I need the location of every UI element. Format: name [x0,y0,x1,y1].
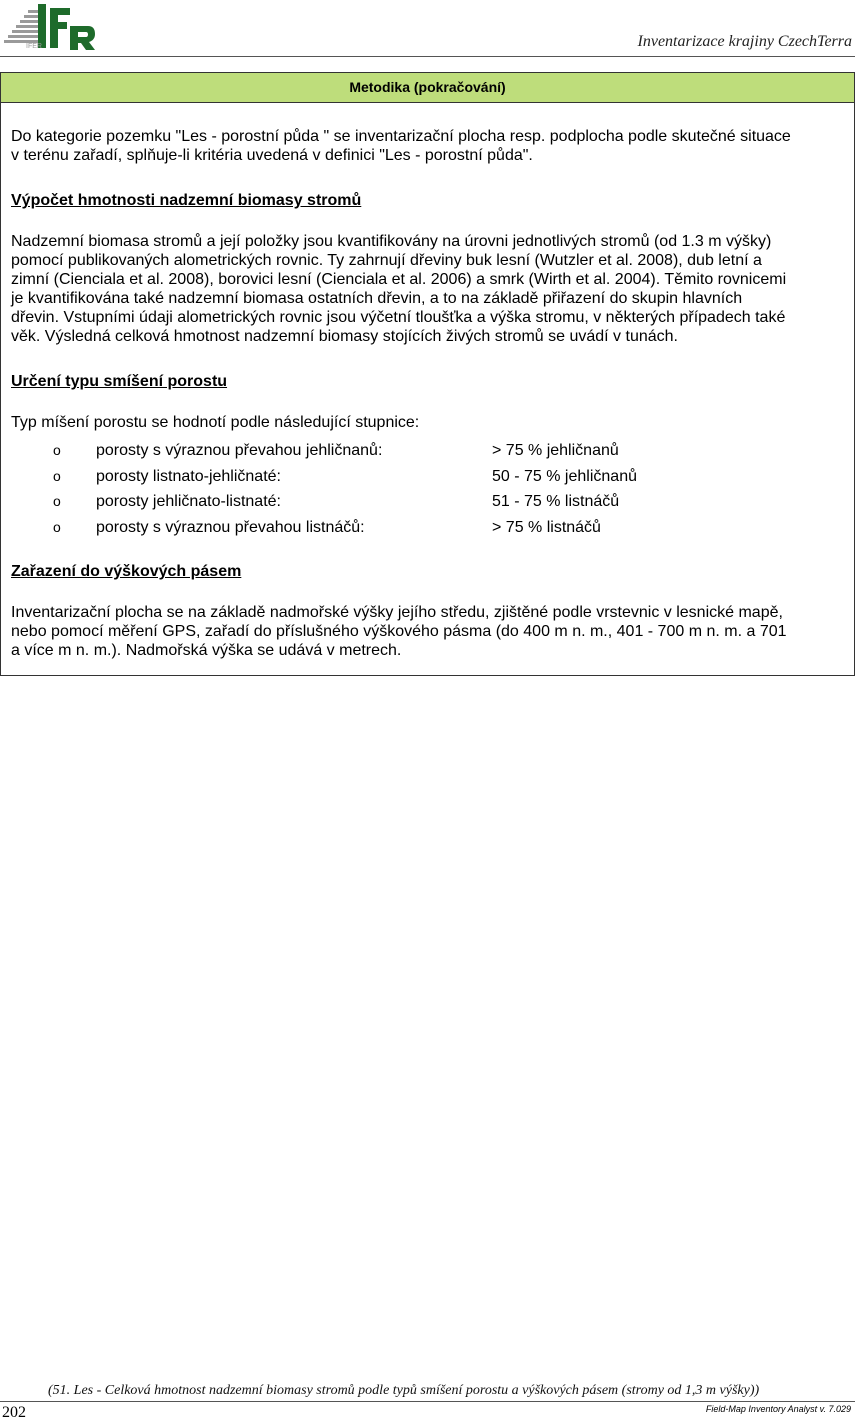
svg-text:IFER: IFER [26,43,42,50]
scale-label: porosty s výraznou převahou jehličnanů: [96,442,383,460]
paragraph-line: věk. Výsledná celková hmotnost nadzemní biomasy stojících živých stromů se uvádí v tunách. [11,328,678,345]
page-number: 202 [2,1404,26,1421]
intro-paragraph [11,127,854,165]
box-title: Metodika (pokračování) [1,73,854,103]
scale-label: porosty listnato-jehličnaté: [96,467,281,485]
ifer-logo [4,2,96,52]
scale-value: 51 - 75 % listnáčů [492,493,620,511]
altitude-paragraph [11,603,854,660]
footer-divider [0,1401,855,1402]
scale-value: > 75 % listnáčů [492,518,601,536]
paragraph-line: dřevin. Vstupními údaji alometrických rovnic jsou výčetní tloušťka a výška stromu, v některých případech také [11,309,786,326]
bullet-circle-icon: o [53,467,61,484]
list-item [11,464,854,490]
paragraph-line: Nadzemní biomasa stromů a její položky jsou kvantifikovány na úrovni jednotlivých stromů (od 1.3 m výšky) [11,233,772,250]
section-heading-mixture: Určení typu smíšení porostu [11,373,228,390]
footer-brand: Field-Map Inventory Analyst v. 7.029 [705,1404,851,1414]
page-header [0,0,855,58]
document-title: Inventarizace krajiny CzechTerra [637,33,852,50]
mixture-intro: Typ míšení porostu se hodnotí podle následující stupnice: [11,414,420,431]
paragraph-line: pomocí publikovaných alometrických rovnic. Ty zahrnují dřeviny buk lesní (Wutzler et al. 2008), dub letní a [11,252,762,269]
biomass-paragraph [11,232,854,346]
box-content [1,103,854,660]
mixture-scale-list [11,438,854,540]
scale-label: porosty s výraznou převahou listnáčů: [96,518,365,536]
paragraph-line: Inventarizační plocha se na základě nadmořské výšky jejího středu, zjištěné podle vrstevnic v lesnické mapě, [11,604,783,621]
paragraph-line: je kvantifikována také nadzemní biomasa ostatních dřevin, a to na základě přiřazení do skupin hlavních [11,290,743,307]
list-item [11,515,854,541]
bullet-circle-icon: o [53,493,61,510]
list-item [11,489,854,515]
methodology-box [0,72,855,676]
section-heading-biomass: Výpočet hmotnosti nadzemní biomasy stromů [11,192,362,209]
scale-label: porosty jehličnato-listnaté: [96,493,281,511]
intro-line: v terénu zařadí, splňuje-li kritéria uvedená v definici "Les - porostní půda". [11,147,533,164]
scale-value: 50 - 75 % jehličnanů [492,467,637,485]
intro-line: Do kategorie pozemku "Les - porostní půda " se inventarizační plocha resp. podplocha podle skutečné situace [11,128,791,145]
table-caption: (51. Les - Celková hmotnost nadzemní biomasy stromů podle typů smíšení porostu a výškových pásem (stromy od 1,3 m výšky)) [48,1383,760,1398]
list-item [11,438,854,464]
header-divider [0,56,855,57]
paragraph-line: a více m n. m.). Nadmořská výška se udává v metrech. [11,642,402,659]
scale-value: > 75 % jehličnanů [492,442,619,460]
section-heading-altitude: Zařazení do výškových pásem [11,563,242,580]
bullet-circle-icon: o [53,518,61,535]
paragraph-line: nebo pomocí měření GPS, zařadí do příslušného výškového pásma (do 400 m n. m., 401 - 700 m n. m. a 701 [11,623,787,640]
paragraph-line: zimní (Cienciala et al. 2008), borovici lesní (Cienciala et al. 2006) a smrk (Wirth et al. 2004). Těmito rovnicemi [11,271,787,288]
bullet-circle-icon: o [53,442,61,459]
